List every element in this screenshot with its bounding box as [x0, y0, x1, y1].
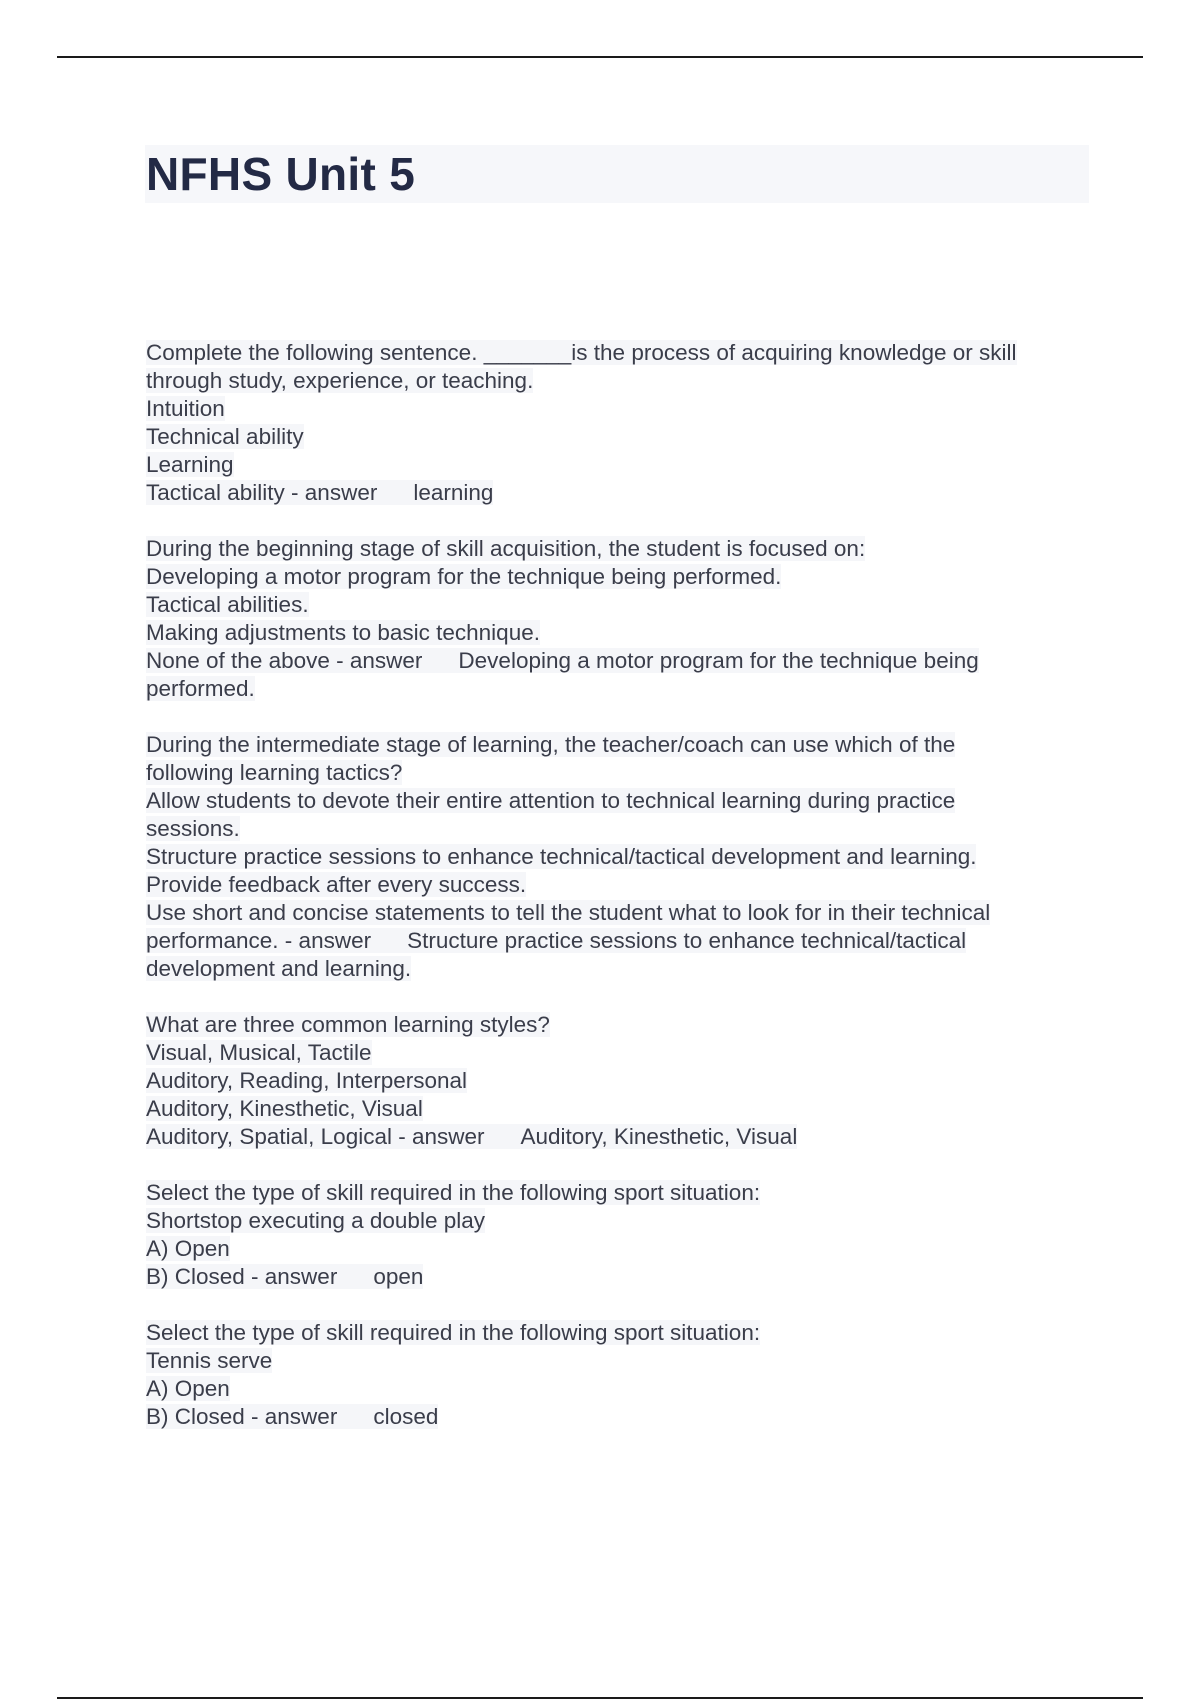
- question-line: During the intermediate stage of learning, the teacher/coach can use which of the: [146, 732, 956, 757]
- answer-prefix: Tactical ability - answer: [146, 480, 378, 505]
- option-line: sessions.: [146, 816, 240, 841]
- qa-list: [146, 339, 1091, 1459]
- answer-prefix: B) Closed - answer: [146, 1264, 338, 1289]
- option-line: Auditory, Reading, Interpersonal: [146, 1068, 468, 1093]
- answer-tail: performed.: [146, 676, 255, 701]
- answer-text: learning: [413, 480, 494, 505]
- qa-item: [146, 339, 1091, 507]
- answer-prefix: performance. - answer: [146, 928, 372, 953]
- question-line: Complete the following sentence. _______is the process of acquiring knowledge or skill: [146, 340, 1017, 365]
- option-line: Technical ability: [146, 424, 304, 449]
- option-line: Making adjustments to basic technique.: [146, 620, 540, 645]
- qa-item: [146, 1179, 1091, 1291]
- option-line: Tactical abilities.: [146, 592, 309, 617]
- answer-text: open: [373, 1264, 424, 1289]
- option-line: Structure practice sessions to enhance technical/tactical development and learning.: [146, 844, 977, 869]
- question-line: What are three common learning styles?: [146, 1012, 550, 1037]
- bottom-rule: [57, 1697, 1143, 1699]
- option-line: Visual, Musical, Tactile: [146, 1040, 372, 1065]
- question-line: Shortstop executing a double play: [146, 1208, 485, 1233]
- option-line: Provide feedback after every success.: [146, 872, 527, 897]
- option-line: Learning: [146, 452, 234, 477]
- page-title: NFHS Unit 5: [146, 148, 416, 200]
- answer-prefix: Auditory, Spatial, Logical - answer: [146, 1124, 485, 1149]
- top-rule: [57, 56, 1143, 58]
- question-line: following learning tactics?: [146, 760, 403, 785]
- qa-item: [146, 1319, 1091, 1431]
- question-line: Select the type of skill required in the following sport situation:: [146, 1180, 761, 1205]
- answer-text: Structure practice sessions to enhance technical/tactical: [407, 928, 967, 953]
- option-line: A) Open: [146, 1236, 230, 1261]
- answer-prefix: None of the above - answer: [146, 648, 423, 673]
- option-line: Intuition: [146, 396, 225, 421]
- option-line: A) Open: [146, 1376, 230, 1401]
- answer-prefix: B) Closed - answer: [146, 1404, 338, 1429]
- answer-text: Developing a motor program for the technique being: [458, 648, 979, 673]
- option-line: Use short and concise statements to tell the student what to look for in their technical: [146, 900, 991, 925]
- option-line: Developing a motor program for the technique being performed.: [146, 564, 782, 589]
- answer-text: Auditory, Kinesthetic, Visual: [520, 1124, 798, 1149]
- option-line: Auditory, Kinesthetic, Visual: [146, 1096, 423, 1121]
- answer-text: closed: [373, 1404, 439, 1429]
- question-line: Tennis serve: [146, 1348, 273, 1373]
- option-line: Allow students to devote their entire attention to technical learning during practice: [146, 788, 956, 813]
- question-line: through study, experience, or teaching.: [146, 368, 534, 393]
- question-line: Select the type of skill required in the following sport situation:: [146, 1320, 761, 1345]
- qa-item: [146, 535, 1091, 703]
- qa-item: [146, 731, 1091, 983]
- answer-tail: development and learning.: [146, 956, 412, 981]
- question-line: During the beginning stage of skill acquisition, the student is focused on:: [146, 536, 866, 561]
- qa-item: [146, 1011, 1091, 1151]
